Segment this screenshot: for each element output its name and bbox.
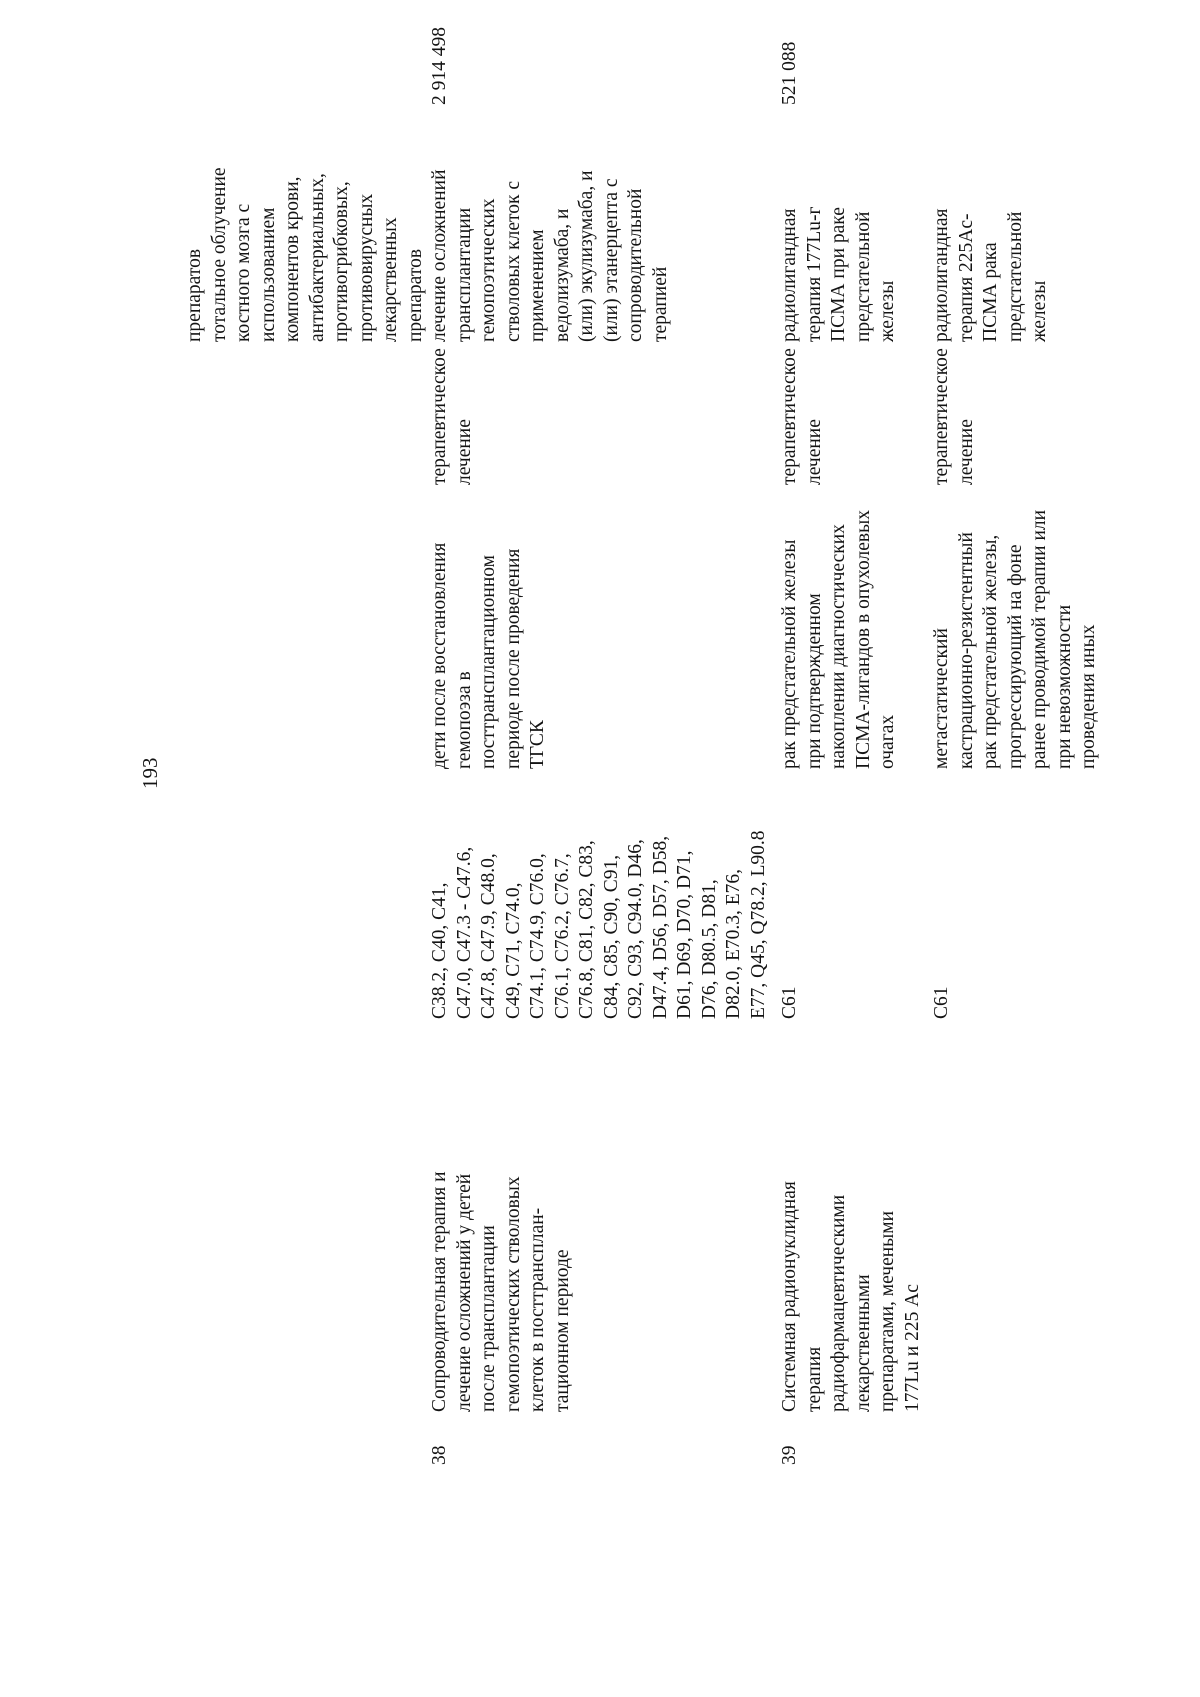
cost-value: 521 088 [779, 41, 800, 105]
cell-line: лекарственных [380, 217, 401, 342]
row-39-a-cost-cell [778, 42, 803, 105]
row-39-a-codes-cell [778, 986, 803, 1019]
cell-line: терапевтическое [429, 348, 450, 485]
cell-line: дети после восстановления [429, 542, 450, 769]
cell-line: терапия 177Lu-г [803, 206, 825, 342]
cell-line: Сопроводительная терапия и [429, 1171, 450, 1412]
row-number-text: 39 [779, 1445, 800, 1465]
cell-line: прогрессирующий на фоне [1004, 544, 1026, 769]
cell-line: периоде после проведения [502, 548, 524, 769]
cell-line: гемопоэтических стволовых [502, 1176, 524, 1412]
cell-line: ПСМА-лигандов в опухолевых [852, 510, 874, 769]
cell-line: (или) этанерцепта с [600, 178, 622, 342]
cell-line: компонентов крови, [282, 176, 303, 342]
row-38-number [428, 1446, 453, 1466]
cell-line: предстательной [1004, 211, 1026, 342]
cell-line: тотальное облучение [208, 167, 230, 342]
row-38-name-cell [428, 1171, 575, 1412]
cell-line: кастрационно-резистентный [955, 532, 977, 769]
cell-line: D82.0, E70.3, E76, [723, 868, 744, 1019]
cell-line: C74.1, C74.9, C76.0, [527, 853, 548, 1019]
cell-line: C38.2, C40, C41, [429, 882, 450, 1019]
cell-line: применением [527, 229, 548, 342]
cell-line: антибактериальных, [306, 173, 328, 342]
cell-line: терапевтическое [931, 348, 952, 485]
cell-line: C47.8, C47.9, C48.0, [478, 853, 499, 1019]
row-38-model-cell [428, 543, 551, 769]
cell-line: гемопоэтических [478, 198, 499, 342]
cell-line: радиолигандная [931, 208, 952, 342]
cell-line: E77, Q45, Q78.2, L90.8 [747, 830, 769, 1019]
cell-line: посттрансплантационном [478, 555, 499, 769]
row-number-text: 38 [429, 1445, 450, 1465]
cell-line: трансплантации [453, 207, 475, 342]
cell-line: противовирусных [355, 193, 377, 342]
cell-line: препаратами, мечеными [877, 1210, 898, 1412]
row-38-cost-cell [428, 27, 453, 105]
cell-line: D61, D69, D70, D71, [674, 850, 695, 1019]
row-39-b-model-cell [930, 510, 1102, 769]
cell-line: лечение [955, 419, 977, 485]
cell-line: C76.1, C76.2, C76.7, [551, 853, 573, 1019]
cell-line: железы [1029, 280, 1050, 342]
cell-line: C61 [779, 986, 800, 1019]
row-38-codes-cell [428, 831, 771, 1020]
cell-line: препаратов [184, 248, 205, 342]
cell-line: (или) экулизумаба, и [576, 170, 597, 342]
cell-line: C92, C93, C94.0, D46, [625, 839, 646, 1019]
cell-line: предстательной [852, 211, 874, 342]
cell-line: лекарственными [852, 1274, 874, 1412]
cell-line: рак предстательной железы, [980, 534, 1001, 769]
cell-line: ранее проводимой терапии или [1029, 509, 1050, 769]
cost-value: 2 914 498 [429, 27, 450, 105]
cell-line: лечение осложнений у детей [453, 1173, 475, 1412]
row-38-method-cell [428, 169, 673, 342]
cell-line: лечение [803, 419, 825, 485]
cell-line: сопроводительной [625, 188, 646, 342]
cell-line: C84, C85, C90, C91, [600, 854, 622, 1019]
cell-line: ТГСК [527, 720, 548, 769]
cell-line: стволовых клеток с [502, 180, 524, 342]
cell-line: C47.0, C47.3 - C47.6, [453, 846, 475, 1019]
cell-line: препаратов [404, 248, 426, 342]
cell-line: метастатический [931, 628, 952, 769]
cell-line: противогрибковых, [331, 181, 352, 342]
cell-line: ведолизумаба, и [551, 208, 573, 342]
cell-line: C49, C71, C74.0, [502, 882, 524, 1019]
row-39-a-model-cell [778, 510, 901, 769]
cell-line: рак предстательной железы [779, 539, 800, 769]
cell-line: тационном периоде [551, 1249, 573, 1412]
row-39-number [778, 1446, 803, 1466]
cell-line: радиолигандная [779, 208, 800, 342]
cell-line: при подтвержденном [803, 593, 825, 769]
page-number-text: 193 [138, 757, 162, 789]
cell-line: Системная радионуклидная [779, 1181, 800, 1412]
cell-line: D76, D80.5, D81, [698, 879, 720, 1019]
cell-line: D47.4, D56, D57, D58, [649, 835, 671, 1019]
cell-line: терапия [803, 1346, 825, 1412]
row-39-b-codes-cell [930, 986, 955, 1019]
cell-line: терапия 225Ac- [955, 213, 977, 342]
cell-line: C61 [931, 986, 952, 1019]
row-39-name-cell [778, 1181, 925, 1412]
cell-line: радиофармацевтическими [828, 1194, 849, 1412]
row-39-a-method-cell [778, 207, 901, 342]
cell-line: терапией [649, 266, 671, 342]
cell-line: ПСМА при раке [828, 207, 849, 342]
cell-line: очагах [877, 714, 898, 769]
method-continuation-cell [183, 167, 428, 342]
cell-line: костного мозга с [233, 203, 254, 342]
cell-line: при невозможности [1053, 604, 1075, 769]
cell-line: железы [877, 280, 898, 342]
cell-line: накоплении диагностических [828, 524, 849, 769]
cell-line: после трансплантации [478, 1225, 499, 1412]
row-38-treatment-cell [428, 348, 477, 485]
cell-line: гемопоэза в [453, 671, 475, 769]
cell-line: клеток в посттрансплан- [527, 1207, 548, 1412]
row-39-b-treatment-cell [930, 348, 979, 485]
cell-line: терапевтическое [779, 348, 800, 485]
cell-line: лечение [453, 419, 475, 485]
row-39-a-treatment-cell [778, 348, 827, 485]
cell-line: ПСМА рака [980, 242, 1001, 342]
cell-line: 177Lu и 225 Ac [901, 1284, 923, 1412]
row-39-b-method-cell [930, 209, 1053, 343]
cell-line: использованием [257, 207, 279, 342]
cell-line: лечение осложнений [429, 169, 450, 342]
cell-line: проведения иных [1078, 624, 1099, 769]
cell-line: C76.8, C81, C82, C83, [576, 840, 597, 1019]
page-number [138, 758, 163, 790]
